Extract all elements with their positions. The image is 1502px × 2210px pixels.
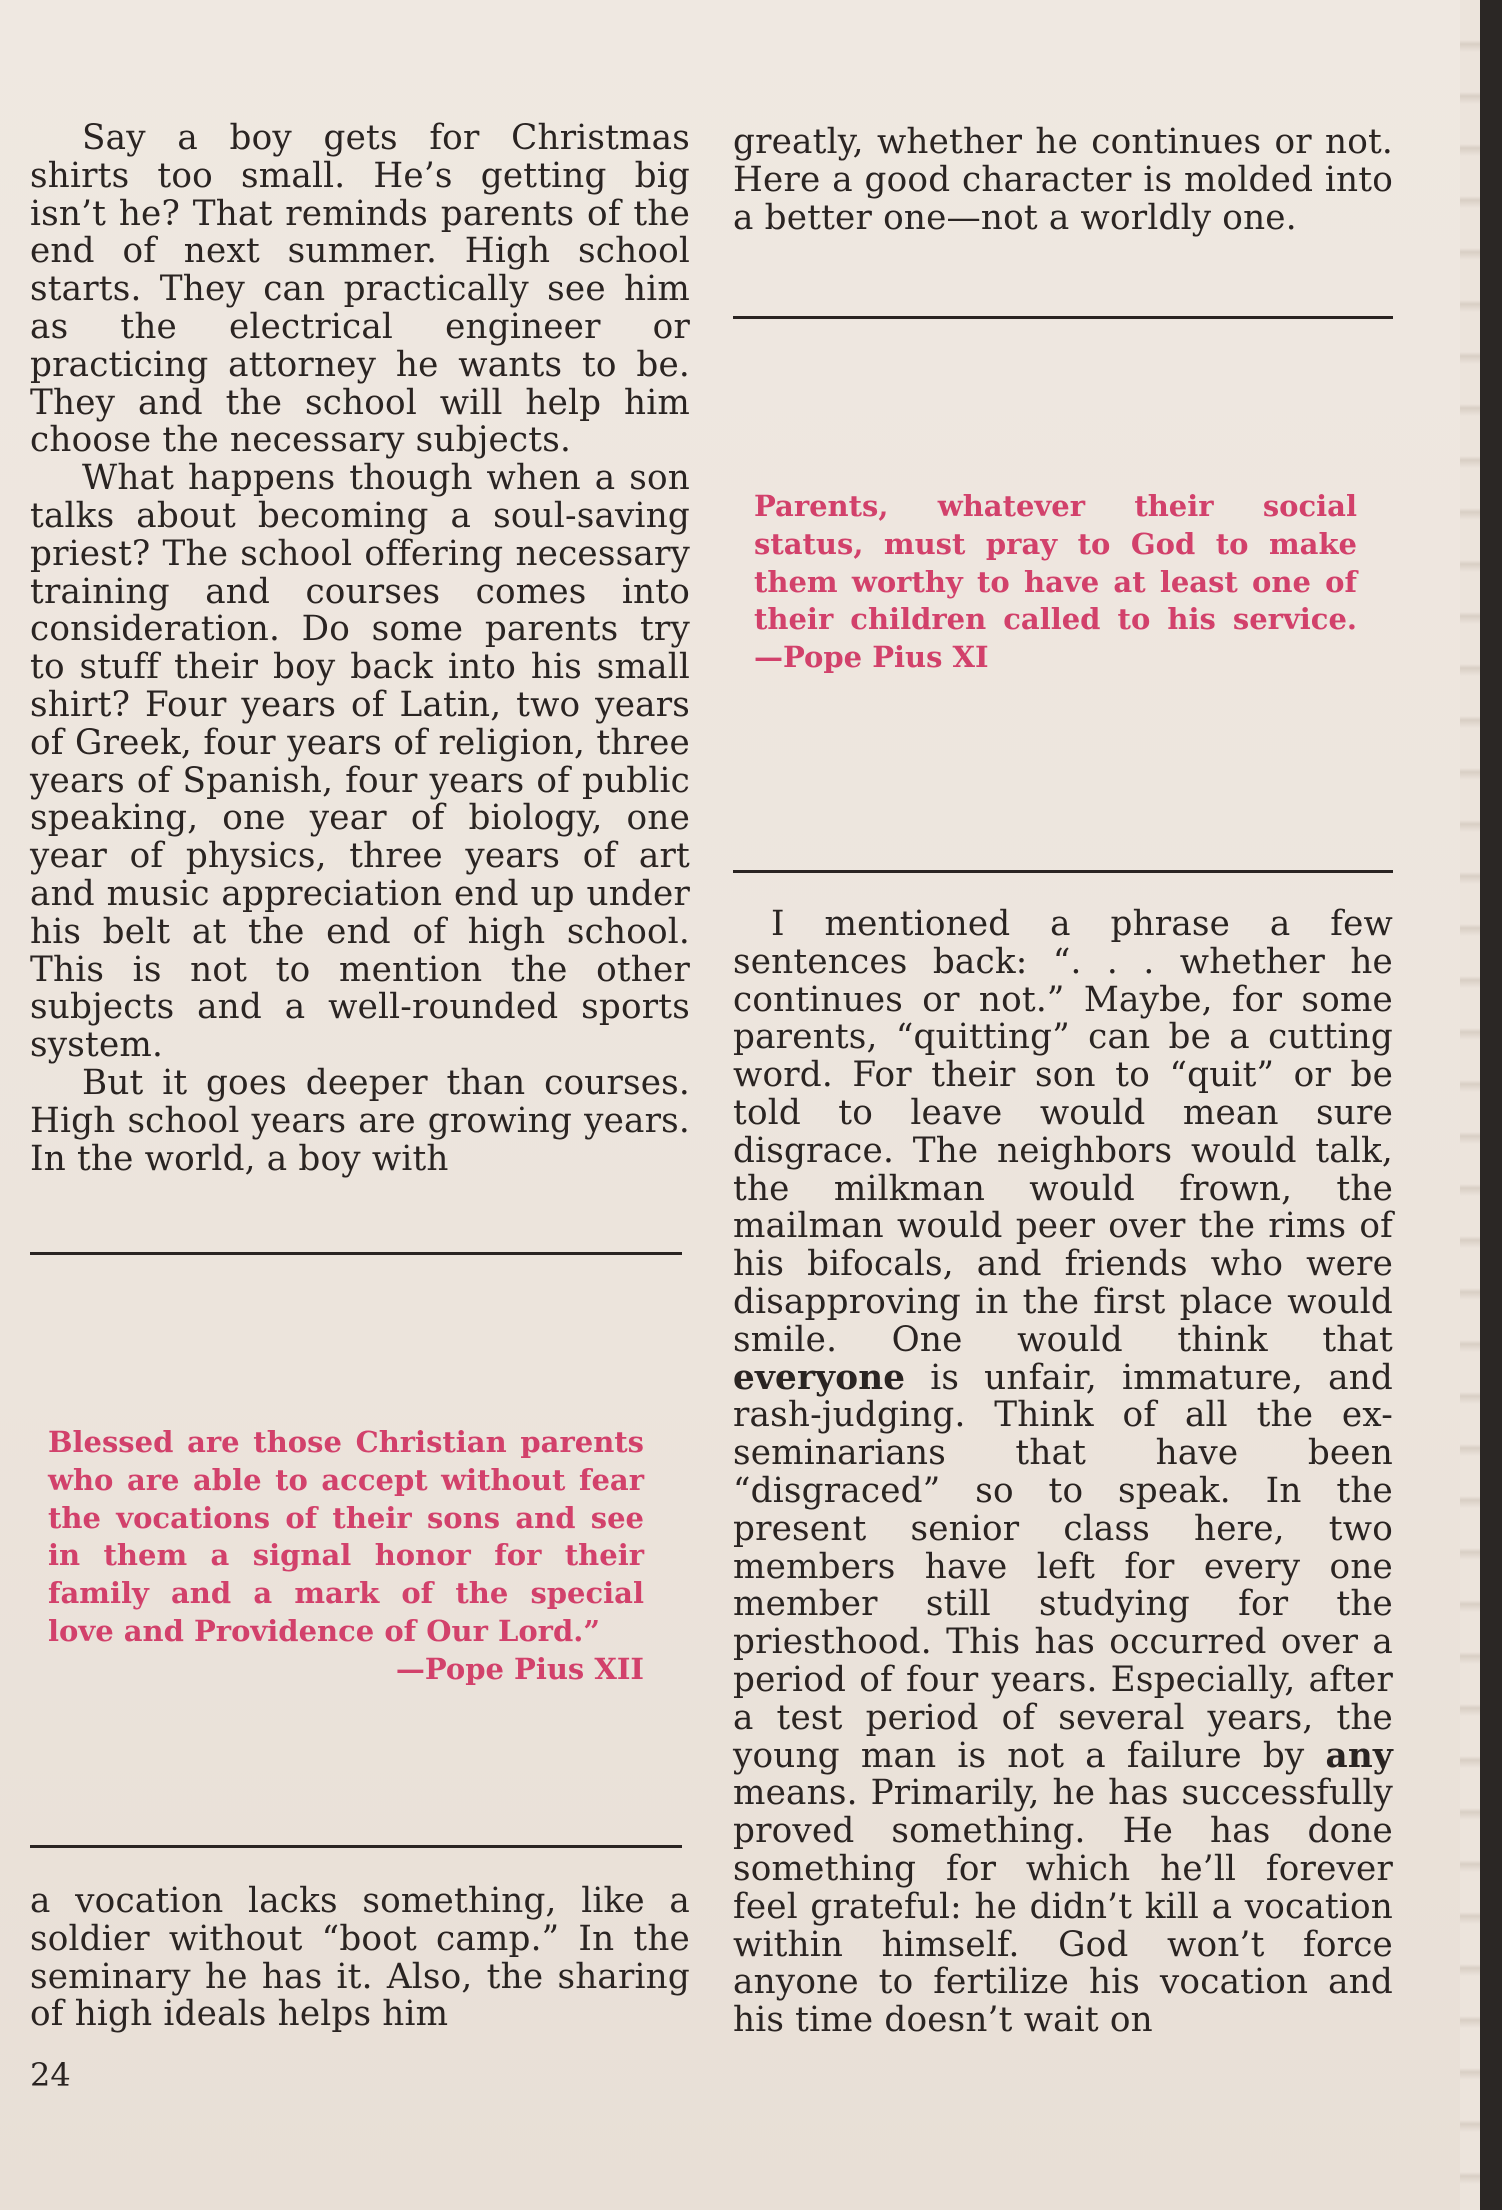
left-column-continuation <box>30 1883 690 2034</box>
right-pull-quote <box>754 488 1357 677</box>
left-pull-quote <box>48 1424 644 1689</box>
emphasis-everyone: everyone <box>733 1357 906 1398</box>
left-rule-top <box>30 1252 682 1255</box>
page-number: 24 <box>30 2056 71 2094</box>
right-column-top-text <box>733 124 1393 237</box>
right-column-main-text <box>733 906 1393 2040</box>
right-rule-top <box>733 316 1393 319</box>
right-paragraph-1: greatly, whether he continues or not. Here a good character is molded into a better one—not a worldly one. <box>733 122 1393 238</box>
left-paragraph-4: a vocation lacks something, like a soldier without “boot camp.” In the seminary he has it. Also, the sharing of high ideals helps him <box>30 1881 690 2035</box>
left-quote-attribution: —Pope Pius XII <box>395 1651 644 1686</box>
right-paragraph-2 <box>733 906 1393 2040</box>
emphasis-any: any <box>1325 1735 1393 1776</box>
left-paragraph-3: But it goes deeper than courses. High school years are growing years. In the world, a boy with <box>30 1062 690 1179</box>
left-paragraph-1: Say a boy gets for Christmas shirts too small. He’s getting big isn’t he? That reminds parents of the end of next summer. High school starts. They can practically see him as the electrical engineer or practicing attorney he wants to be. They and the school will help him choose the necessary subjects. <box>30 118 690 461</box>
torn-page-edge-shadow <box>1460 0 1480 2210</box>
right-paragraph-2-part-b: is unfair, immature, and rash-judging. Think of all the ex-seminarians that have been “disgraced” so to speak. In the present senior class here, two members have left for every one member still studying for the priesthood. This has occurred over a period of four years. Especially, after a test period of several years, the young man is not a failure by <box>733 1357 1393 1776</box>
left-column-text <box>30 120 690 1178</box>
left-quote-text: Blessed are those Christian parents who are able to accept without fear the vocations of their sons and see in them a signal honor for their family and a mark of the special love and Providence of Our Lord.” <box>48 1425 644 1648</box>
left-rule-bottom <box>30 1845 682 1848</box>
left-paragraph-2: What happens though when a son talks about becoming a soul-saving priest? The school offering necessary training and courses comes into consideration. Do some parents try to stuff their boy back into his small shirt? Four years of Latin, two years of Greek, four years of religion, three years of Spanish, four years of public speaking, one year of biology, one year of physics, three years of art and music appreciation end up under his belt at the end of high school. This is not to mention the other subjects and a well-rounded sports system. <box>30 458 690 1066</box>
right-quote-text: Parents, whatever their social status, must pray to God to make them worthy to have at least one of their children called to his service. —Pope Pius XI <box>754 489 1357 675</box>
right-paragraph-2-part-a: I mentioned a phrase a few sentences back: “. . . whether he continues or not.” Maybe, for some parents, “quitting” can be a cutting word. For their son to “quit” or be told to leave would mean sure disgrace. The neighbors would talk, the milkman would frown, the mailman would peer over the rims of his bifocals, and friends who were disapproving in the first place would smile. One would think that <box>733 904 1393 1360</box>
right-rule-bottom <box>733 870 1393 873</box>
right-paragraph-2-part-c: means. Primarily, he has successfully proved something. He has done something for which he’ll forever feel grateful: he didn’t kill a vocation within himself. God won’t force anyone to fertilize his vocation and his time doesn’t wait on <box>733 1773 1393 2041</box>
